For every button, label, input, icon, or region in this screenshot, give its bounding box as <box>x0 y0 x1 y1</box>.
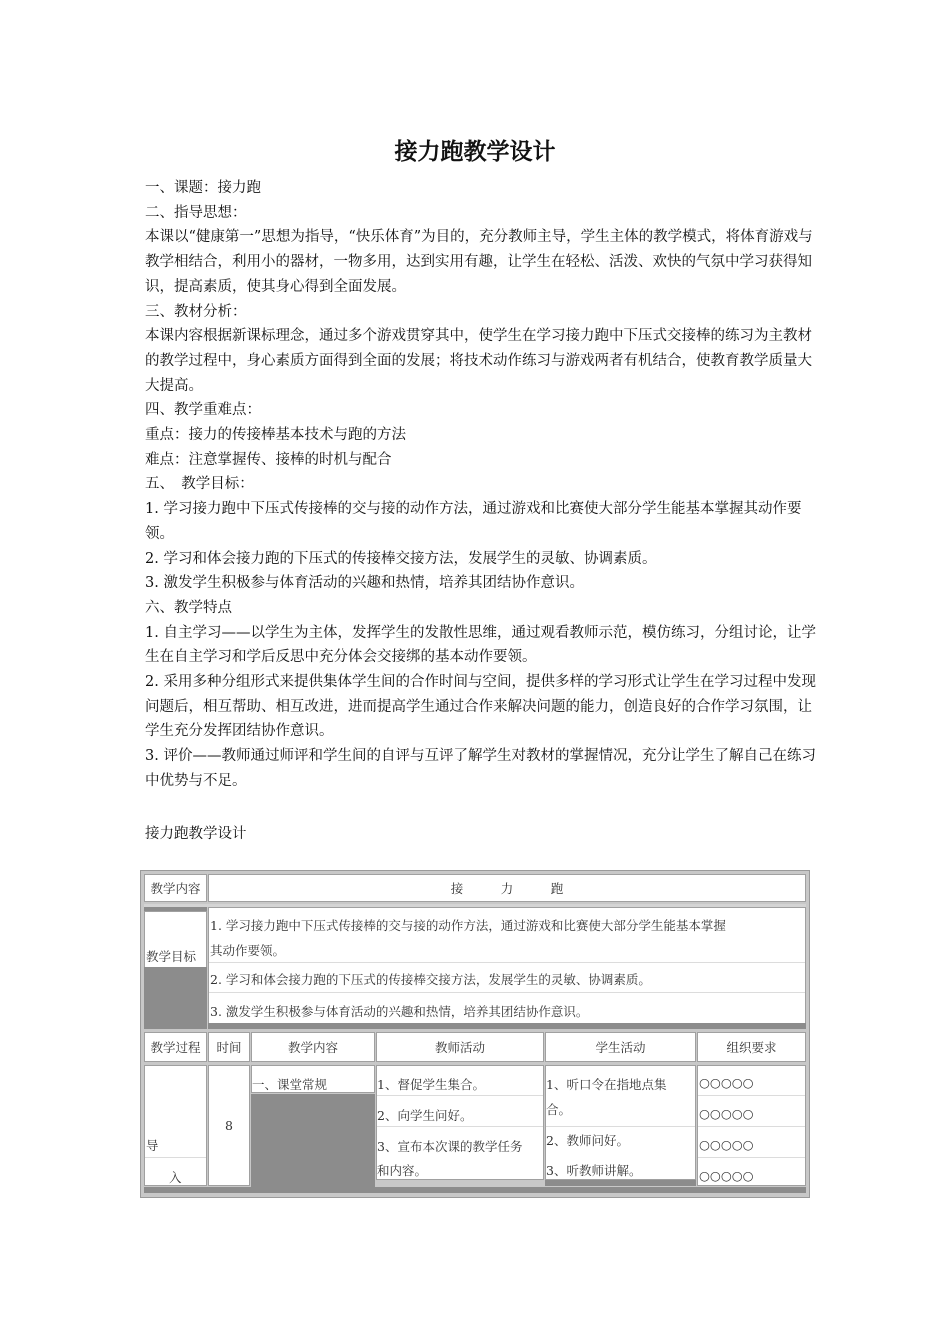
paragraph: 3. 评价——教师通过师评和学生间的自评与互评了解学生对教材的掌握情况，充分让学生了解自己在练习中优势与不足。 <box>145 748 816 789</box>
paragraph: 1. 自主学习——以学生为主体，发挥学生的发散性思维，通过观看教师示范，模仿练习，分组讨论，让学生在自主学习和学后反思中充分体会交接绑的基本动作要领。 <box>145 624 816 666</box>
page-title: 接力跑教学设计 <box>394 139 556 165</box>
teacher-activity: 和内容。 <box>377 1163 428 1178</box>
header-cell <box>376 1032 544 1062</box>
divider <box>698 1095 805 1096</box>
org-pattern: ○○○○○ <box>699 1137 754 1152</box>
header-cell <box>144 1032 207 1062</box>
student-activity: 3、听教师讲解。 <box>546 1163 642 1178</box>
content-text: 一、课堂常规 <box>252 1077 328 1092</box>
divider <box>546 1126 695 1127</box>
goal-item: 1. 学习接力跑中下压式传接棒的交与接的动作方法，通过游戏和比赛使大部分学生能基本掌握 <box>210 918 726 933</box>
paragraph: 二、指导思想： <box>145 204 247 221</box>
header-org: 组织要求 <box>726 1040 777 1055</box>
goal-item: 3. 激发学生积极参与体育活动的兴趣和热情，培养其团结协作意识。 <box>210 1004 589 1019</box>
header-content: 教学内容 <box>287 1040 338 1055</box>
paragraph: 一、课题：接力跑 <box>145 180 261 196</box>
org-pattern: ○○○○○ <box>699 1168 754 1183</box>
header-cell <box>545 1032 696 1062</box>
divider <box>698 1157 805 1158</box>
divider <box>209 992 805 993</box>
content-value: 接 力 跑 <box>450 881 564 896</box>
paragraph: 三、教材分析： <box>145 303 247 320</box>
paragraph: 五、 教学目标： <box>145 476 254 493</box>
time-value: 8 <box>225 1118 233 1133</box>
paragraph: 2. 采用多种分组形式来提供集体学生间的合作时间与空间，提供多样的学习形式让学生在学习过程中发现问题后，相互帮助、相互改进，进而提高学生通过合作来解决问题的能力，创造良好的合作学习氛围，让学生充分发挥团结协作意识。 <box>145 674 816 740</box>
org-pattern: ○○○○○ <box>699 1075 754 1090</box>
goal-item: 2. 学习和体会接力跑的下压式的传接棒交接方法，发展学生的灵敏、协调素质。 <box>210 972 651 987</box>
teacher-activity: 2、向学生问好。 <box>377 1108 473 1123</box>
header-teacher: 教师活动 <box>434 1040 485 1055</box>
header-cell <box>208 1032 250 1062</box>
header-student: 学生活动 <box>595 1040 646 1055</box>
paragraph: 本课内容根据新课标理念，通过多个游戏贯穿其中，使学生在学习接力跑中下压式交接棒的练习为主教材的教学过程中，身心素质方面得到全面的发展；将技术动作练习与游戏两者有机结合，使教育教学质量大大提高。 <box>145 328 812 394</box>
divider <box>377 1126 543 1127</box>
divider <box>144 1187 806 1193</box>
divider <box>208 1023 806 1029</box>
header-cell <box>251 1032 375 1062</box>
lesson-plan-table <box>140 870 810 1198</box>
divider <box>145 1157 206 1158</box>
divider <box>545 1180 696 1186</box>
paragraph: 重点：接力的传接棒基本技术与跑的方法 <box>145 427 406 444</box>
table-caption: 接力跑教学设计 <box>145 826 247 842</box>
paragraph: 四、教学重难点： <box>145 402 261 419</box>
goal-label: 教学目标 <box>146 949 197 964</box>
org-pattern: ○○○○○ <box>699 1106 754 1121</box>
time-cell <box>208 1065 250 1186</box>
shaded-cell <box>251 1094 375 1192</box>
divider <box>698 1126 805 1127</box>
student-activity: 2、教师问好。 <box>546 1133 629 1148</box>
paragraph: 3. 激发学生积极参与体育活动的兴趣和热情，培养其团结协作意识。 <box>145 575 584 592</box>
content-label-cell <box>144 874 207 902</box>
paragraph: 难点：注意掌握传、接棒的时机与配合 <box>145 451 392 468</box>
content-label: 教学内容 <box>150 881 201 896</box>
goal-item: 其动作要领。 <box>210 943 286 958</box>
divider <box>209 962 805 963</box>
paragraph: 1. 学习接力跑中下压式传接棒的交与接的动作方法，通过游戏和比赛使大部分学生能基本掌握其动作要领。 <box>145 501 802 542</box>
paragraph: 六、教学特点 <box>145 599 232 616</box>
header-time: 时间 <box>216 1040 242 1055</box>
content-value-cell <box>208 874 806 902</box>
shaded-cell <box>144 967 207 1029</box>
stage-text: 导 <box>146 1138 159 1153</box>
student-activity: 合。 <box>546 1102 572 1117</box>
header-cell <box>697 1032 806 1062</box>
student-activity: 1、听口令在指地点集 <box>546 1077 667 1092</box>
paragraph: 2. 学习和体会接力跑的下压式的传接棒交接方法，发展学生的灵敏、协调素质。 <box>145 550 657 567</box>
divider <box>377 1095 543 1096</box>
teacher-activity: 3、宣布本次课的教学任务 <box>377 1139 523 1154</box>
teacher-activity: 1、督促学生集合。 <box>377 1077 485 1092</box>
stage-text: 入 <box>169 1170 182 1185</box>
document-body <box>145 176 825 794</box>
header-stage: 教学过程 <box>150 1040 201 1055</box>
paragraph: 本课以“健康第一”思想为指导，“快乐体育”为目的，充分教师主导，学生主体的教学模式，将体育游戏与教学相结合，利用小的器材，一物多用，达到实用有趣，让学生在轻松、活泼、欢快的气氛中学习获得知识，提高素质，使其身心得到全面发展。 <box>145 229 813 295</box>
